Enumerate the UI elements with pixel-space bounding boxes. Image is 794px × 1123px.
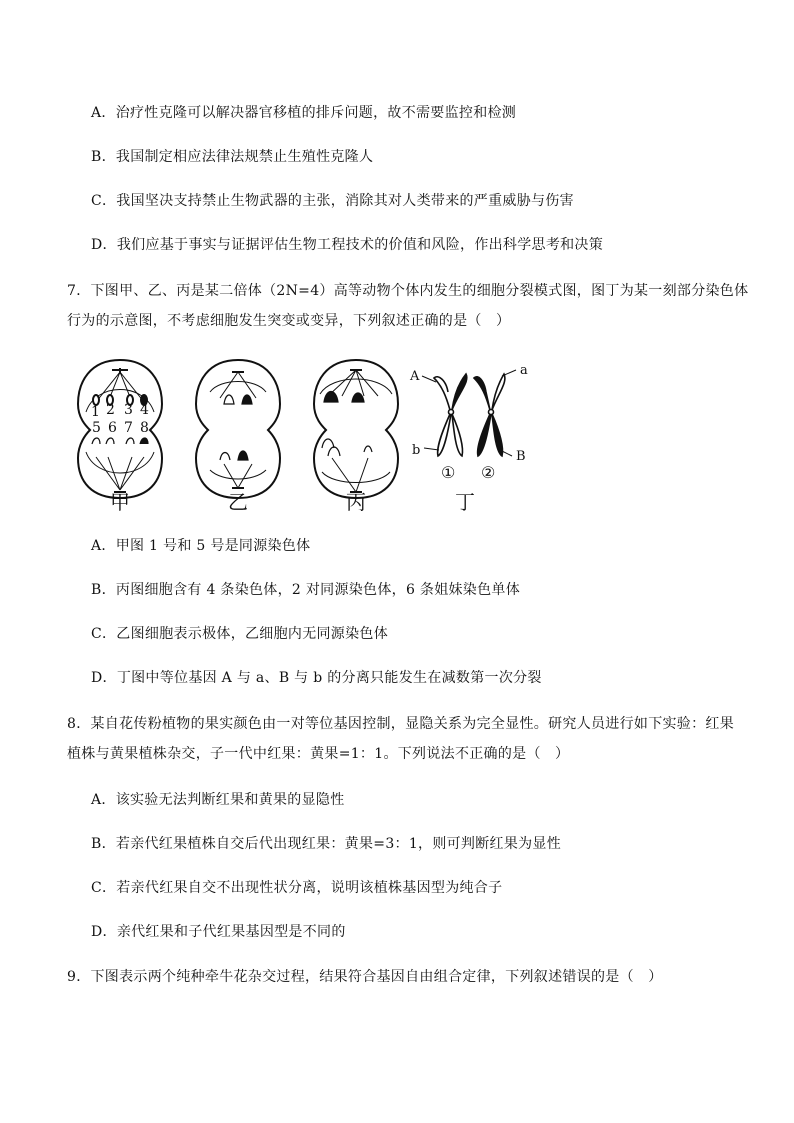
gene-label-B: B (516, 449, 526, 464)
chrom-number: 8 (140, 420, 149, 436)
q6-option-c: C．我国坚决支持禁止生物武器的主张，消除其对人类带来的严重威胁与伤害 (91, 193, 574, 209)
circle-label-1: ① (441, 463, 456, 482)
q9-stem-line1: 9．下图表示两个纯种牵牛花杂交过程，结果符合基因自由组合定律，下列叙述错误的是（ ） (67, 969, 663, 985)
q8-option-b: B．若亲代红果植株自交后代出现红果：黄果=3：1，则可判断红果为显性 (91, 836, 562, 852)
cell-division-diagram (72, 352, 552, 522)
q8-option-a: A．该实验无法判断红果和黄果的显隐性 (91, 792, 345, 808)
chrom-number: 1 (91, 404, 100, 420)
circle-labels (441, 463, 495, 482)
gene-label-a: a (520, 363, 528, 378)
gene-label-b: b (412, 443, 421, 458)
chrom-number: 2 (106, 402, 115, 418)
q7-option-c: C．乙图细胞表示极体，乙细胞内无同源染色体 (91, 626, 389, 642)
cell-bing (314, 360, 398, 498)
q7-option-d: D．丁图中等位基因 A 与 a、B 与 b 的分离只能发生在减数第一次分裂 (91, 670, 542, 686)
figure-label-bing: 丙 (346, 490, 366, 514)
cell-yi (196, 360, 280, 498)
q6-option-b: B．我国制定相应法律法规禁止生殖性克隆人 (91, 149, 374, 165)
q8-stem-line2: 植株与黄果植株杂交，子一代中红果：黄果=1：1。下列说法不正确的是（ ） (67, 746, 570, 762)
gene-label-A: A (410, 369, 420, 384)
q7-stem-line2: 行为的示意图，不考虑细胞发生突变或变异，下列叙述正确的是（ ） (67, 313, 511, 329)
chrom-number: 3 (124, 402, 133, 418)
cell-division-figure (72, 352, 552, 522)
q6-option-d: D．我们应基于事实与证据评估生物工程技术的价值和风险，作出科学思考和决策 (91, 237, 604, 253)
cell-jia (78, 360, 162, 498)
chrom-number: 5 (92, 420, 101, 436)
chrom-number: 6 (108, 420, 117, 436)
figure-label-jia: 甲 (110, 490, 130, 514)
q7-stem-line1: 7．下图甲、乙、丙是某二倍体（2N=4）高等动物个体内发生的细胞分裂模式图，图丁为某一刻部分染色体 (67, 283, 749, 299)
chromosome-numbers (91, 402, 149, 436)
chromosome-pair-ding (422, 370, 516, 456)
q6-option-a: A．治疗性克隆可以解决器官移植的排斥问题，故不需要监控和检测 (91, 105, 517, 121)
q8-option-c: C．若亲代红果自交不出现性状分离，说明该植株基因型为纯合子 (91, 880, 503, 896)
chrom-number: 7 (124, 420, 133, 436)
q8-option-d: D．亲代红果和子代红果基因型是不同的 (91, 924, 346, 940)
figure-label-yi: 乙 (228, 490, 248, 514)
q7-option-b: B．丙图细胞含有 4 条染色体，2 对同源染色体，6 条姐妹染色单体 (91, 582, 521, 598)
q7-option-a: A．甲图 1 号和 5 号是同源染色体 (91, 538, 311, 554)
chrom-number: 4 (140, 402, 149, 418)
figure-label-ding: 丁 (455, 490, 475, 514)
circle-label-2: ② (481, 463, 496, 482)
q8-stem-line1: 8．某自花传粉植物的果实颜色由一对等位基因控制，显隐关系为完全显性。研究人员进行如下实验：红果 (67, 716, 735, 732)
